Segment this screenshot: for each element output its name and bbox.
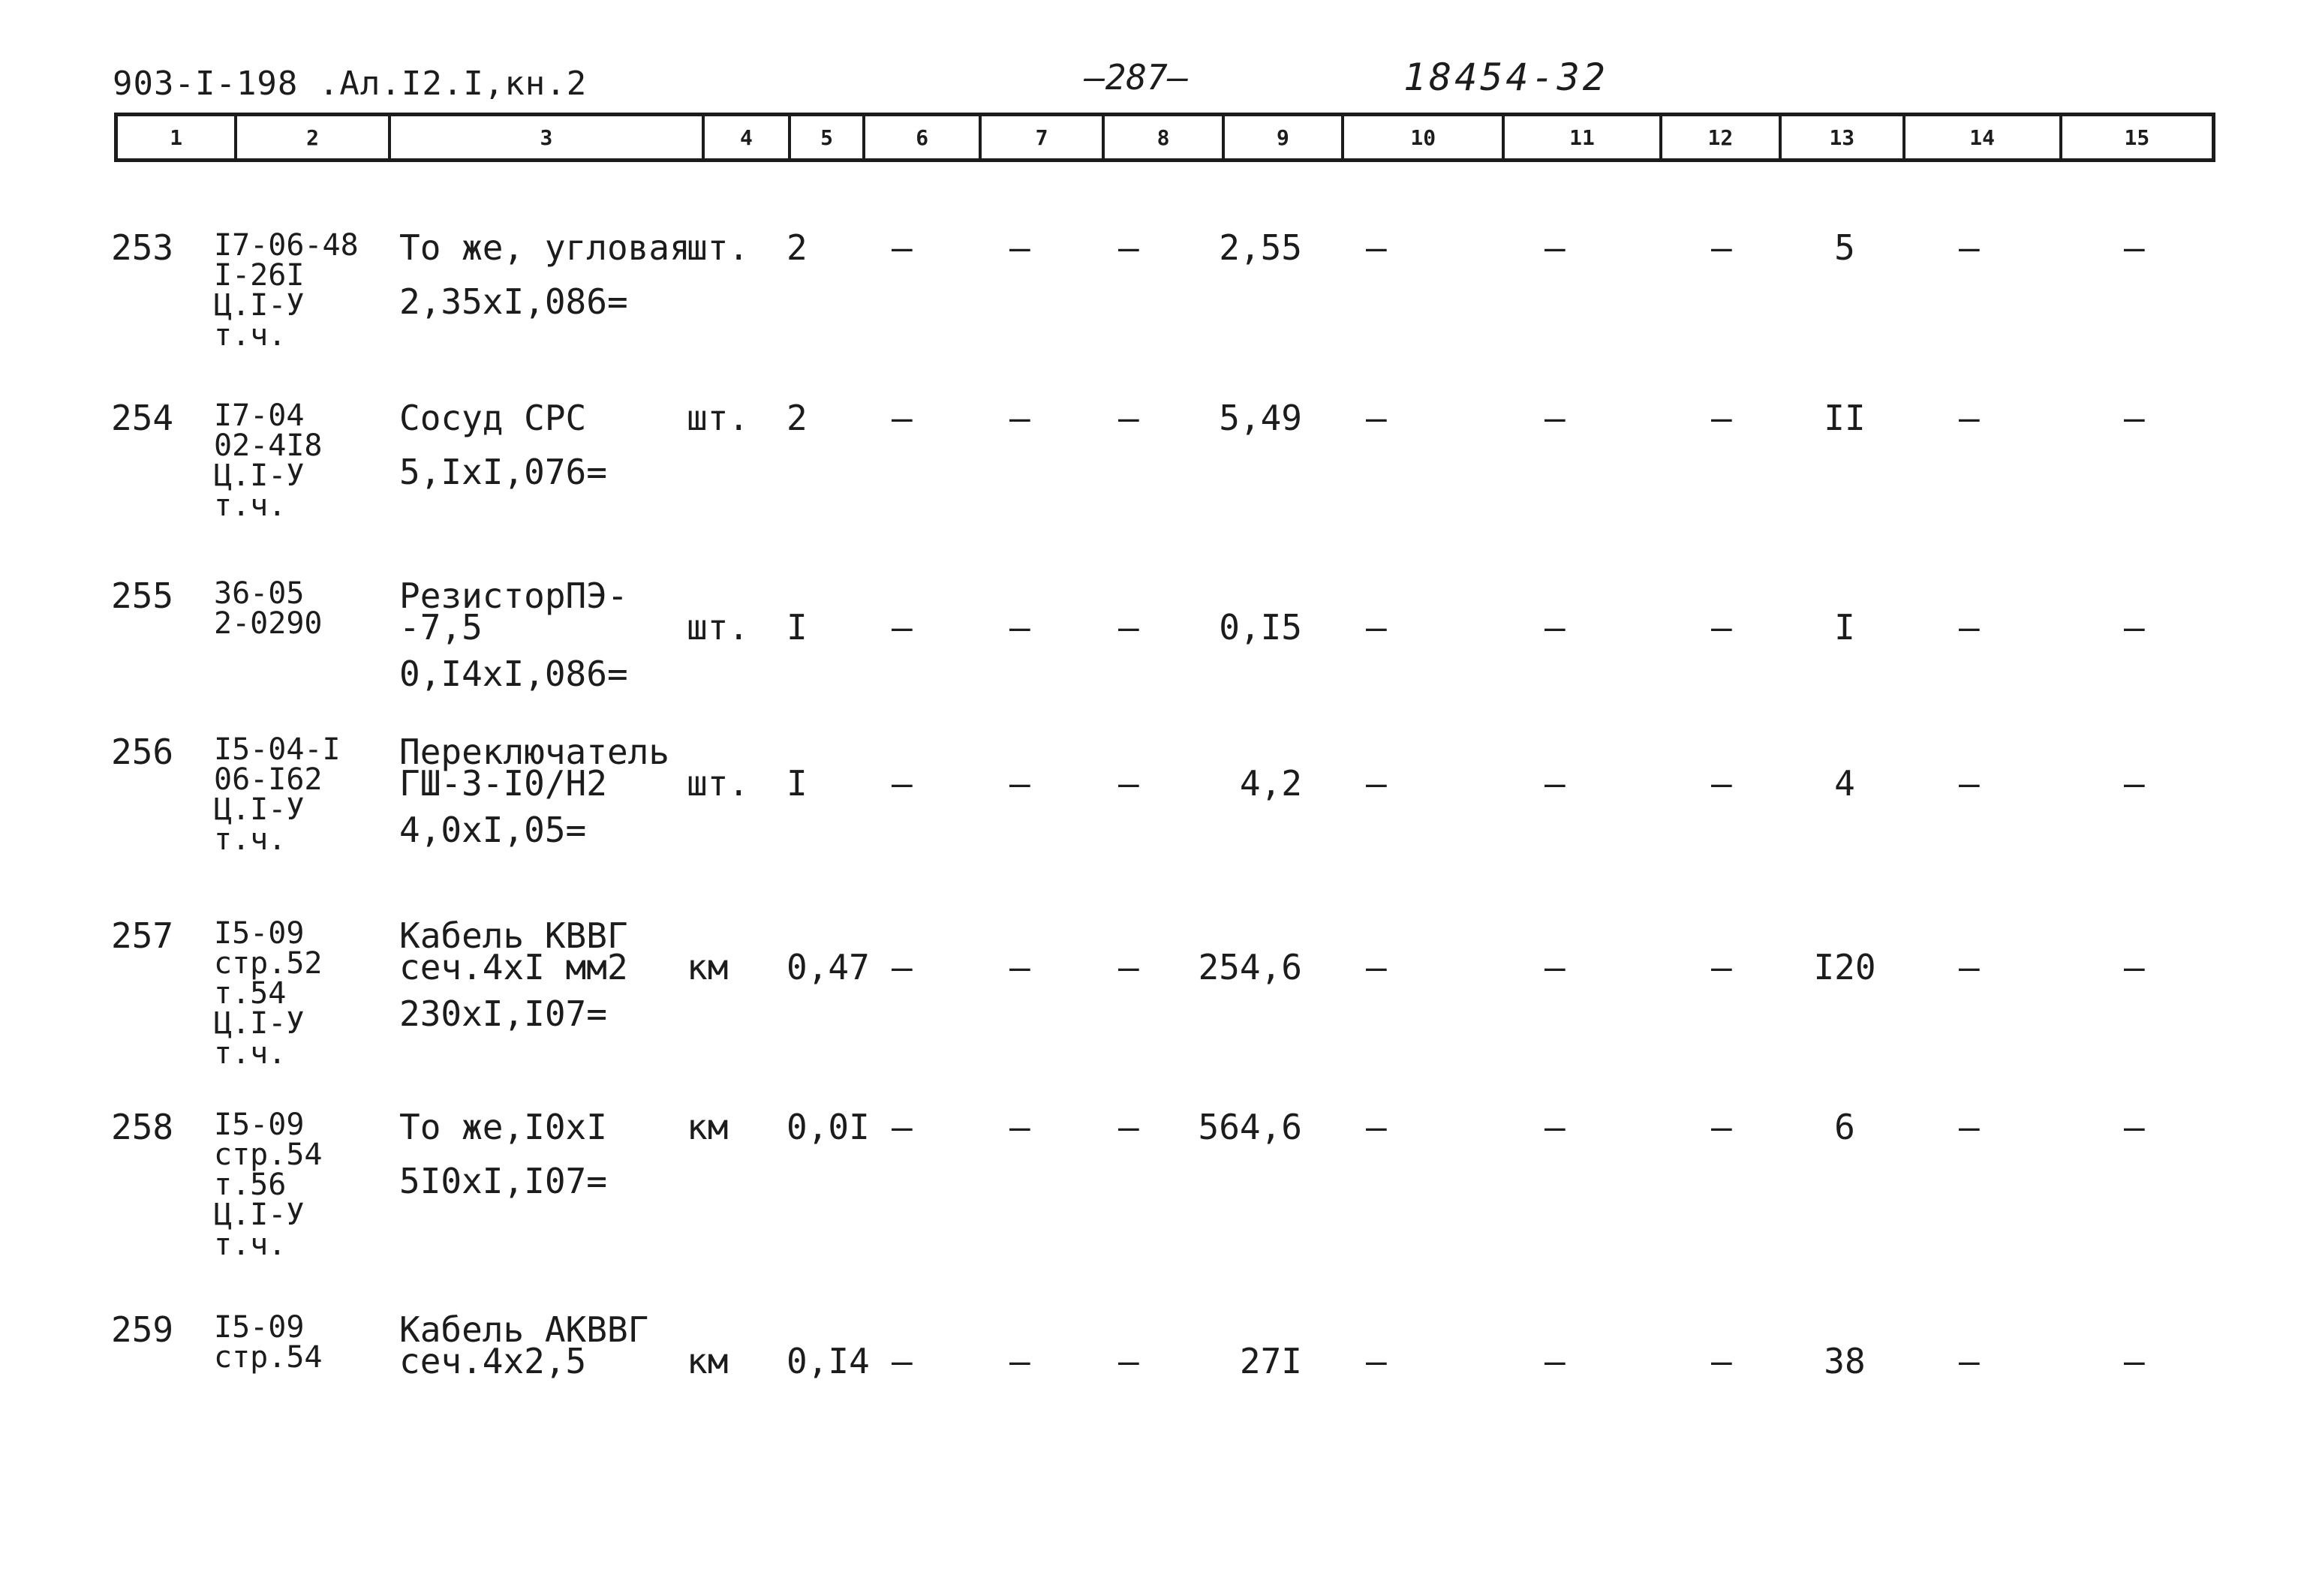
col-10: – bbox=[1366, 1107, 1387, 1147]
col-9-value: 4,2 bbox=[1239, 763, 1302, 804]
col-11: – bbox=[1545, 227, 1566, 268]
col-9-value: 564,6 bbox=[1198, 1107, 1302, 1147]
row-number: 256 bbox=[111, 732, 174, 772]
column-header-5: 5 bbox=[791, 116, 866, 158]
code-line: т.ч. bbox=[214, 488, 287, 523]
col-14: – bbox=[1959, 227, 1980, 268]
col-14: – bbox=[1959, 1341, 1980, 1381]
col-10: – bbox=[1366, 227, 1387, 268]
code-line: 36-05 bbox=[214, 576, 305, 611]
item-name-line: сеч.4хI мм2 bbox=[399, 947, 628, 987]
row-number: 255 bbox=[111, 576, 174, 616]
item-name-line: Кабель КВВГ bbox=[399, 915, 628, 956]
document-reference: 903-I-198 .Ал.I2.I,кн.2 bbox=[113, 65, 588, 103]
unit: шт. bbox=[687, 607, 750, 648]
col-14: – bbox=[1959, 398, 1980, 438]
item-name-line: Кабель АКВВГ bbox=[399, 1309, 649, 1350]
item-name-line: -7,5 bbox=[399, 607, 483, 648]
col-15: – bbox=[2124, 607, 2145, 648]
col-10: – bbox=[1366, 607, 1387, 648]
col-15: – bbox=[2124, 398, 2145, 438]
code-line: т.ч. bbox=[214, 1228, 287, 1262]
column-header-3: 3 bbox=[391, 116, 705, 158]
code-line: стр.54 bbox=[214, 1340, 323, 1375]
unit: км bbox=[687, 1341, 729, 1381]
col-10: – bbox=[1366, 1341, 1387, 1381]
code-line: I5-04-I bbox=[214, 732, 341, 767]
item-name-line: сеч.4х2,5 bbox=[399, 1341, 587, 1381]
col-7: – bbox=[1009, 763, 1030, 804]
col-13-value: I bbox=[1834, 607, 1855, 648]
column-header-15: 15 bbox=[2124, 125, 2150, 150]
row-number: 254 bbox=[111, 398, 174, 438]
col-15: – bbox=[2124, 947, 2145, 987]
col-12: – bbox=[1711, 1341, 1732, 1381]
calculation: 2,35хI,086= bbox=[399, 281, 628, 322]
col-13-value: 6 bbox=[1834, 1107, 1855, 1147]
col-11: – bbox=[1545, 947, 1566, 987]
col-9-value: 27I bbox=[1239, 1341, 1302, 1381]
code-line: стр.54 bbox=[214, 1138, 323, 1172]
row-number: 258 bbox=[111, 1107, 174, 1147]
code-line: Ц.I-У bbox=[214, 458, 305, 493]
code-line: 06-I62 bbox=[214, 762, 323, 797]
col-12: – bbox=[1711, 227, 1732, 268]
code-line: 2-0290 bbox=[214, 606, 323, 641]
column-header-13: 13 bbox=[1782, 116, 1905, 158]
col-13-value: 4 bbox=[1834, 763, 1855, 804]
column-header-8: 8 bbox=[1105, 116, 1224, 158]
col-6: – bbox=[892, 763, 913, 804]
code-line: I5-09 bbox=[214, 1310, 305, 1345]
column-header-9: 9 bbox=[1225, 116, 1344, 158]
item-name-line: То же,I0хI bbox=[399, 1107, 607, 1147]
unit: км bbox=[687, 947, 729, 987]
col-8: – bbox=[1118, 398, 1139, 438]
col-10: – bbox=[1366, 398, 1387, 438]
calculation: 0,I4хI,086= bbox=[399, 654, 628, 694]
col-13-value: 5 bbox=[1834, 227, 1855, 268]
code-line: т.ч. bbox=[214, 318, 287, 353]
column-header-12: 12 bbox=[1662, 116, 1782, 158]
calculation: 230хI,I07= bbox=[399, 993, 607, 1034]
col-7: – bbox=[1009, 1107, 1030, 1147]
col-10: – bbox=[1366, 763, 1387, 804]
quantity: 2 bbox=[787, 227, 808, 268]
col-9-value: 2,55 bbox=[1219, 227, 1302, 268]
row-number: 259 bbox=[111, 1309, 174, 1350]
col-7: – bbox=[1009, 227, 1030, 268]
code-line: I7-04 bbox=[214, 398, 305, 433]
quantity: I bbox=[787, 607, 808, 648]
col-14: – bbox=[1959, 763, 1980, 804]
col-11: – bbox=[1545, 1341, 1566, 1381]
code-line: 02-4I8 bbox=[214, 428, 323, 463]
column-header-1: 1 bbox=[118, 116, 237, 158]
col-6: – bbox=[892, 607, 913, 648]
col-15: – bbox=[2124, 1107, 2145, 1147]
col-9-value: 5,49 bbox=[1219, 398, 1302, 438]
col-7: – bbox=[1009, 1341, 1030, 1381]
code-line: I7-06-48 bbox=[214, 228, 359, 263]
calculation: 4,0хI,05= bbox=[399, 810, 587, 850]
col-11: – bbox=[1545, 1107, 1566, 1147]
calculation: 5,IхI,076= bbox=[399, 452, 607, 492]
col-11: – bbox=[1545, 607, 1566, 648]
code-line: I5-09 bbox=[214, 1108, 305, 1142]
code-line: Ц.I-У bbox=[214, 288, 305, 323]
unit: шт. bbox=[687, 763, 750, 804]
item-name-line: РезисторПЭ- bbox=[399, 576, 628, 616]
col-13-value: I20 bbox=[1813, 947, 1876, 987]
col-7: – bbox=[1009, 607, 1030, 648]
column-header-4: 4 bbox=[705, 116, 791, 158]
code-line: т.ч. bbox=[214, 1036, 287, 1071]
col-6: – bbox=[892, 947, 913, 987]
unit: шт. bbox=[687, 227, 750, 268]
col-15: – bbox=[2124, 763, 2145, 804]
page-number: —287— bbox=[1084, 57, 1189, 98]
col-6: – bbox=[892, 398, 913, 438]
col-8: – bbox=[1118, 1341, 1139, 1381]
column-header-row bbox=[114, 113, 2215, 162]
col-14: – bbox=[1959, 947, 1980, 987]
quantity: 0,0I bbox=[787, 1107, 870, 1147]
code-line: Ц.I-У bbox=[214, 1006, 305, 1041]
col-12: – bbox=[1711, 398, 1732, 438]
col-13-value: 38 bbox=[1824, 1341, 1866, 1381]
col-8: – bbox=[1118, 607, 1139, 648]
code-line: Ц.I-У bbox=[214, 1198, 305, 1232]
code-line: I-26I bbox=[214, 258, 305, 293]
column-header-2: 2 bbox=[237, 116, 390, 158]
quantity: 0,I4 bbox=[787, 1341, 870, 1381]
col-12: – bbox=[1711, 1107, 1732, 1147]
col-13-value: II bbox=[1824, 398, 1866, 438]
col-6: – bbox=[892, 1341, 913, 1381]
code-line: Ц.I-У bbox=[214, 792, 305, 827]
col-10: – bbox=[1366, 947, 1387, 987]
quantity: 2 bbox=[787, 398, 808, 438]
col-15: – bbox=[2124, 227, 2145, 268]
column-header-7: 7 bbox=[982, 116, 1105, 158]
row-number: 257 bbox=[111, 915, 174, 956]
col-12: – bbox=[1711, 607, 1732, 648]
col-6: – bbox=[892, 227, 913, 268]
col-11: – bbox=[1545, 398, 1566, 438]
quantity: I bbox=[787, 763, 808, 804]
col-15: – bbox=[2124, 1341, 2145, 1381]
col-9-value: 0,I5 bbox=[1219, 607, 1302, 648]
item-name-line: ГШ-3-I0/Н2 bbox=[399, 763, 607, 804]
col-6: – bbox=[892, 1107, 913, 1147]
column-header-6: 6 bbox=[865, 116, 981, 158]
col-12: – bbox=[1711, 947, 1732, 987]
col-12: – bbox=[1711, 763, 1732, 804]
col-8: – bbox=[1118, 763, 1139, 804]
col-14: – bbox=[1959, 607, 1980, 648]
item-name-line: Сосуд СРС bbox=[399, 398, 587, 438]
code-line: т.54 bbox=[214, 976, 287, 1011]
col-8: – bbox=[1118, 1107, 1139, 1147]
col-8: – bbox=[1118, 947, 1139, 987]
unit: км bbox=[687, 1107, 729, 1147]
unit: шт. bbox=[687, 398, 750, 438]
col-14: – bbox=[1959, 1107, 1980, 1147]
item-name-line: Переключатель bbox=[399, 732, 670, 772]
col-8: – bbox=[1118, 227, 1139, 268]
code-line: I5-09 bbox=[214, 916, 305, 951]
column-header-11: 11 bbox=[1505, 116, 1662, 158]
column-header-10: 10 bbox=[1344, 116, 1505, 158]
col-9-value: 254,6 bbox=[1198, 947, 1302, 987]
col-7: – bbox=[1009, 398, 1030, 438]
column-header-14: 14 bbox=[1905, 116, 2062, 158]
item-name-line: То же, угловая bbox=[399, 227, 690, 268]
col-7: – bbox=[1009, 947, 1030, 987]
handwritten-reference: 18454-32 bbox=[1403, 56, 1608, 99]
calculation: 5I0хI,I07= bbox=[399, 1161, 607, 1201]
quantity: 0,47 bbox=[787, 947, 870, 987]
col-11: – bbox=[1545, 763, 1566, 804]
row-number: 253 bbox=[111, 227, 174, 268]
code-line: стр.52 bbox=[214, 946, 323, 981]
code-line: т.56 bbox=[214, 1168, 287, 1202]
code-line: т.ч. bbox=[214, 822, 287, 857]
